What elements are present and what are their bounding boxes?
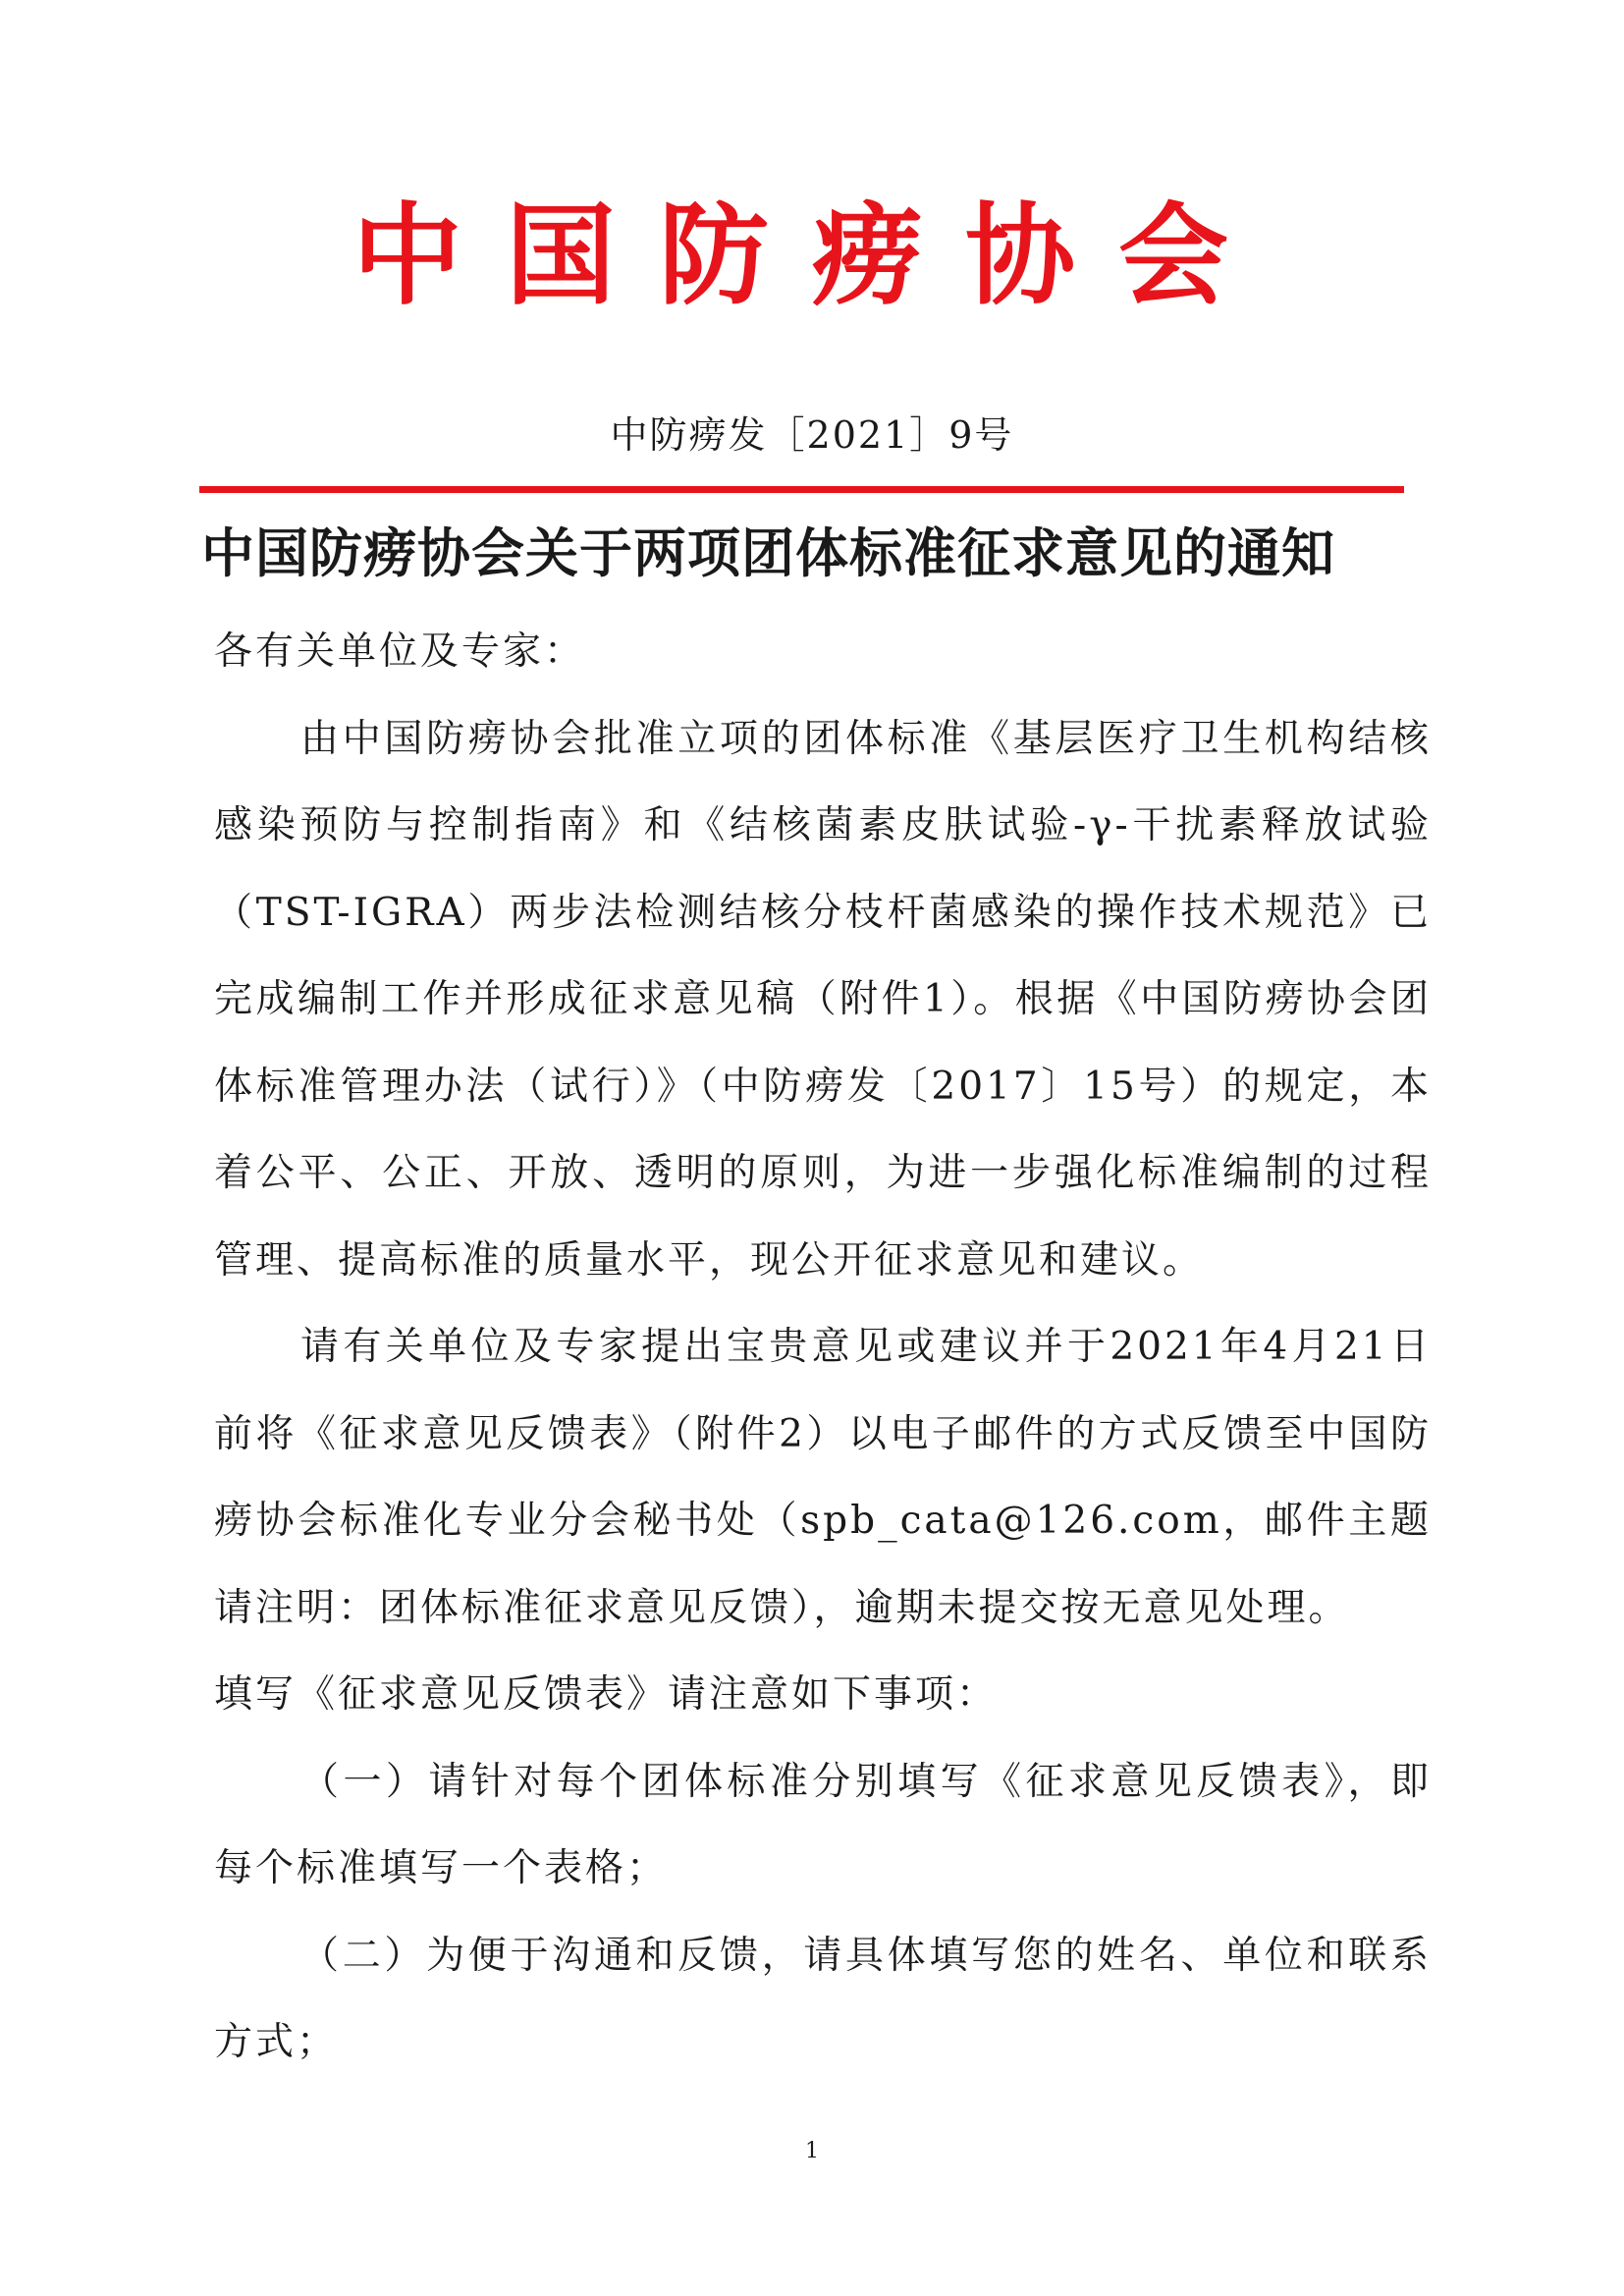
red-divider-line xyxy=(199,486,1404,493)
salutation: 各有关单位及专家： xyxy=(214,629,586,674)
paragraph-background: 由中国防痨协会批准立项的团体标准《基层医疗卫生机构结核感染预防与控制指南》和《结核菌素皮肤试验-γ-干扰素释放试验（TST-IGRA）两步法检测结核分枝杆菌感染的操作技术规范》已完成编制工作并形成征求意见稿（附件1）。根据《中国防痨协会团体标准管理办法（试行）》（中防痨发〔2017〕15号）的规定，本着公平、公正、开放、透明的原则，为进一步强化标准编制的过程管理、提高标准的质量水平，现公开征求意见和建议。 xyxy=(214,716,1432,1283)
notice-item-1: （一）请针对每个团体标准分别填写《征求意见反馈表》，即每个标准填写一个表格； xyxy=(214,1759,1432,1890)
notice-item-2: （二）为便于沟通和反馈，请具体填写您的姓名、单位和联系方式； xyxy=(214,1933,1432,2064)
page-number: 1 xyxy=(805,2139,819,2163)
notice-intro: 填写《征求意见反馈表》请注意如下事项： xyxy=(214,1672,999,1717)
document-body xyxy=(214,609,1432,2087)
organization-letterhead: 中国防痨协会 xyxy=(352,192,1272,320)
notice-title: 中国防痨协会关于两项团体标准征求意见的通知 xyxy=(201,521,1335,584)
paragraph-submission: 请有关单位及专家提出宝贵意见或建议并于2021年4月21日前将《征求意见反馈表》（附件2）以电子邮件的方式反馈至中国防痨协会标准化专业分会秘书处（spb_cata@126.com，邮件主题请注明：团体标准征求意见反馈），逾期未提交按无意见处理。 xyxy=(214,1325,1432,1630)
document-number: 中防痨发［2021］9号 xyxy=(610,413,1014,457)
